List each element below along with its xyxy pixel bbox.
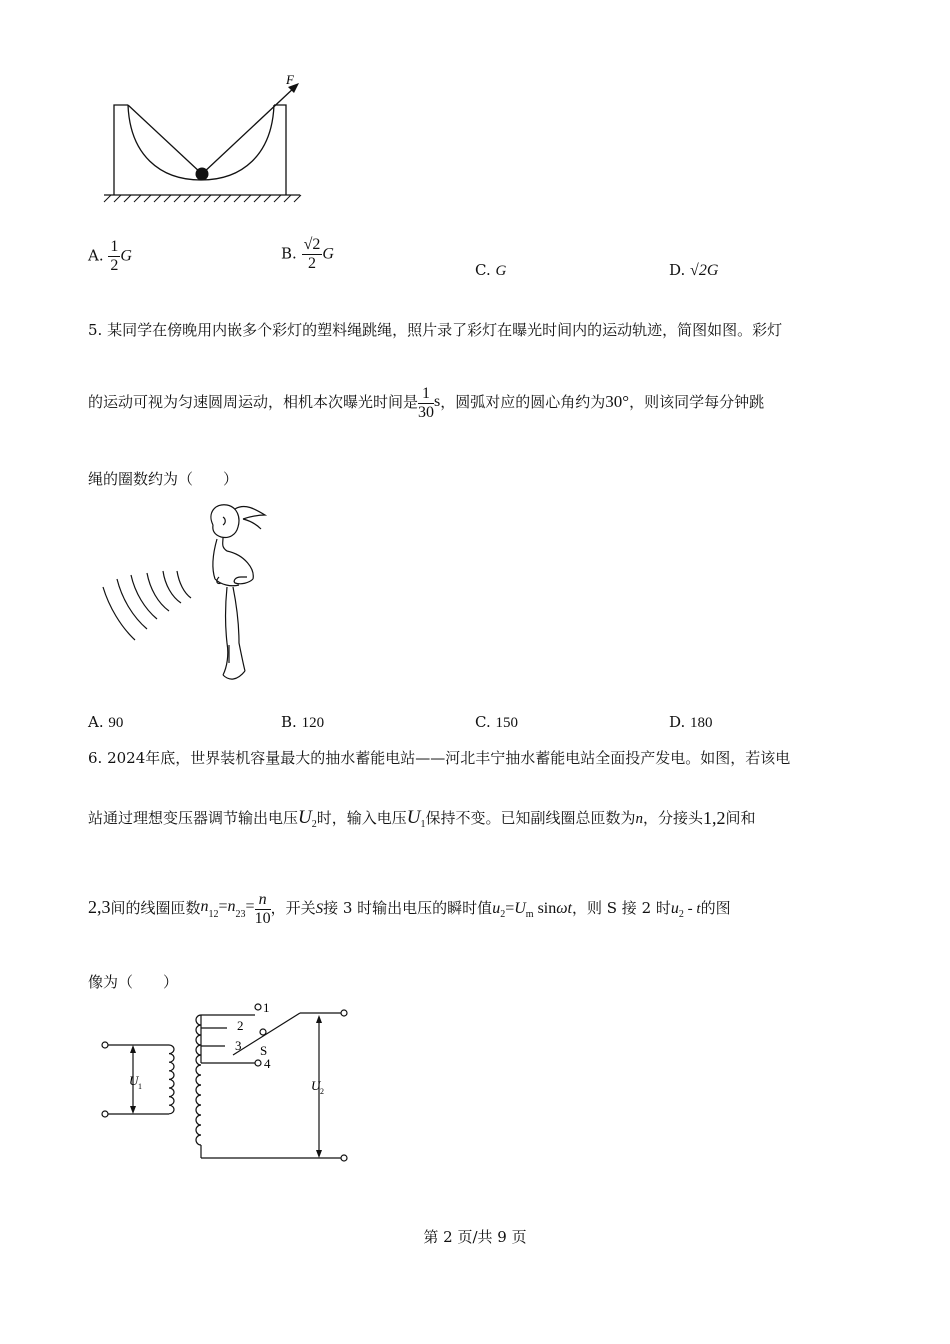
q5-option-d: D. 180 xyxy=(669,713,713,731)
u1-sub-label: 1 xyxy=(138,1082,142,1091)
page-footer: 第 2 页/共 9 页 xyxy=(423,1228,527,1246)
u1-label: U xyxy=(129,1073,139,1088)
tap-3-label: 3 xyxy=(235,1038,242,1053)
q5-option-a: A. 90 xyxy=(88,713,124,731)
tap-4-label: 4 xyxy=(264,1056,271,1071)
force-label: F xyxy=(286,72,294,87)
q6-line2: 站通过理想变压器调节输出电压$U_2$时，输入电压$U_1$保持不变。已知副线圈总匝数为n，分接头1,2间和 xyxy=(88,807,756,830)
q5-line3: 绳的圈数约为（ ） xyxy=(88,470,239,488)
q4-option-d: D. √2G xyxy=(669,261,719,279)
tap-2-label: 2 xyxy=(237,1018,244,1033)
u2-sub-label: 2 xyxy=(320,1087,324,1096)
bowl-force-figure xyxy=(100,70,310,210)
q5-line2: 的运动可视为匀速圆周运动，相机本次曝光时间是 $\frac{1}{30}$ s，圆弧对应的圆心角约为30°，则该同学每分钟跳 xyxy=(88,384,765,421)
q6-line3: 2,3间的线圈匝数$n_{12}=n_{23}=$ $\frac{n}{10}$ ，开关S接 3 时输出电压的瞬时值$u_2=U_m$ sinωt，则 S 接 2 时$u_2$ - t的图 xyxy=(88,890,731,927)
q4-option-b: B. $\frac{√2}{2}$ G xyxy=(281,236,334,272)
q5-option-c: C. 150 xyxy=(475,713,518,731)
q4-option-a: A. $\frac{1}{2}$ G xyxy=(88,238,132,274)
q6-line1: 6. 2024年底，世界装机容量最大的抽水蓄能电站——河北丰宁抽水蓄能电站全面投产发电。如图，若该电 xyxy=(88,749,791,767)
rope-skipper-figure xyxy=(95,495,275,690)
transformer-figure xyxy=(95,995,365,1170)
tap-1-label: 1 xyxy=(263,1000,270,1015)
q5-line1: 5. 某同学在傍晚用内嵌多个彩灯的塑料绳跳绳，照片录了彩灯在曝光时间内的运动轨迹，简图如图。彩灯 xyxy=(88,321,783,339)
u2-label: U xyxy=(311,1078,321,1093)
ball xyxy=(196,168,209,181)
q5-option-b: B. 120 xyxy=(281,713,325,731)
q6-line4: 像为（ ） xyxy=(88,973,179,991)
q4-option-c: C. G xyxy=(475,261,507,279)
switch-label: S xyxy=(260,1043,268,1058)
